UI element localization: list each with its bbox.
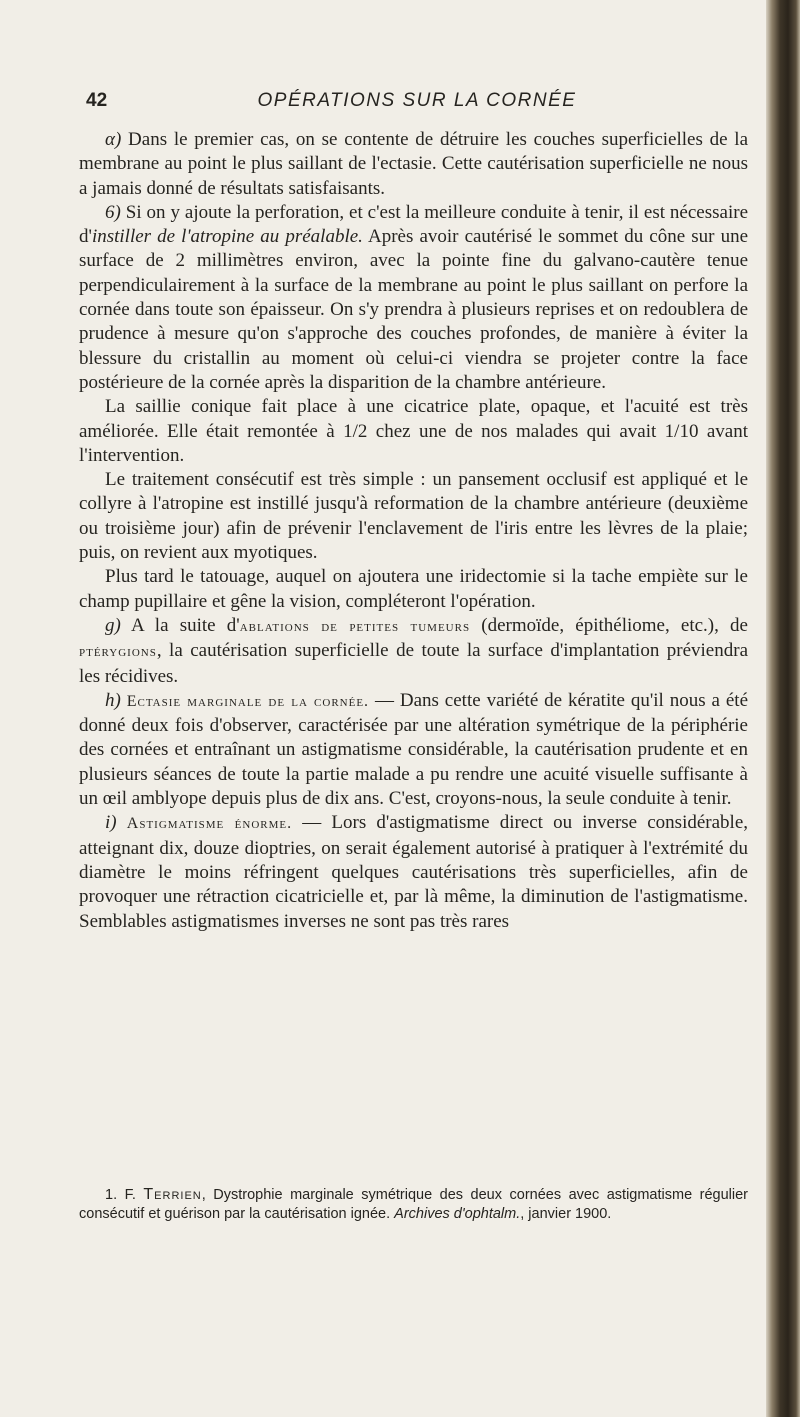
text-run: , la cautérisation superficielle de toute la surface d'implantation préviendra les récidives. (79, 640, 748, 687)
text-run: Archives d'ophtalm. (394, 1206, 521, 1222)
small-caps-heading: ptérygions (79, 643, 157, 661)
text-run: A la suite d' (120, 614, 240, 636)
small-caps-heading: Ectasie marginale de la cornée. (126, 692, 370, 710)
paragraph (79, 565, 748, 614)
text-run: 1. F. (105, 1187, 144, 1203)
paragraph (79, 811, 748, 933)
page-number: 42 (86, 90, 108, 111)
page-binding-edge (766, 0, 800, 1417)
page-header (86, 90, 748, 120)
paragraph (79, 614, 748, 689)
paragraph (79, 128, 748, 201)
item-marker: i) (105, 812, 117, 834)
small-caps-heading: Terrien (143, 1186, 202, 1203)
paragraph (79, 468, 748, 565)
paragraph (79, 689, 748, 811)
text-run: La saillie conique fait place à une cicatrice plate, opaque, et l'acuité est très améliorée. Elle était remontée à 1/2 chez une de nos malades qui avait 1/10 avant l'intervention. (79, 396, 748, 466)
text-run: , janvier 1900. (520, 1206, 612, 1222)
item-marker: α) (105, 129, 122, 150)
text-run: Le traitement consécutif est très simple : un pansement occlusif est appliqué et le collyre à l'atropine est instillé jusqu'à reformation de la chambre antérieure (deuxième ou troisième jour) afin de prévenir l'enclavement de l'iris entre les lèvres de la plaie; puis, on revient aux myotiques. (79, 469, 748, 564)
running-title: OPÉRATIONS SUR LA CORNÉE (257, 90, 577, 111)
small-caps-heading: Astigmatisme énorme. (126, 815, 293, 833)
item-marker: 6) (105, 201, 121, 223)
body-text (79, 128, 748, 934)
text-run: , Dystrophie marginale symétrique des deux cornées avec astigmatisme régulier consécutif et guérison par la cautérisation ignée. (79, 1187, 749, 1222)
paragraph (79, 201, 748, 395)
text-run: — Lors d'astigmatisme direct ou inverse considérable, atteignant dix, douze dioptries, on serait également autorisé à pratiquer à l'extrémité du diamètre le moins réfringent quelques cautérisations très superficielles, afin de provoquer une rétraction cicatricielle et, par là même, la diminution de l'astigmatisme. Semblables astigmatismes inverses ne sont pas très rares (79, 812, 749, 932)
text-run: instiller de l'atropine au préalable. (91, 226, 363, 248)
footnote (79, 1185, 748, 1224)
item-marker: g) (105, 614, 121, 636)
small-caps-heading: ablations de petites tumeurs (239, 617, 471, 635)
item-marker: h) (105, 689, 121, 711)
text-run: Dans le premier cas, on se contente de détruire les couches superficielles de la membrane au point le plus saillant de l'ectasie. Cette cautérisation superficielle ne nous a jamais donné de résultats satisfaisants. (79, 129, 748, 199)
paragraph (79, 395, 748, 468)
text-run: Après avoir cautérisé le sommet du cône sur une surface de 2 millimètres environ, avec la pointe fine du galvano-cautère tenue perpendiculairement à la surface de la membrane au point le plus saillant on perfore la cornée dans toute son épaisseur. On s'y prendra à plusieurs reprises et on redoublera de prudence à mesure qu'on s'approche des couches profondes, de manière à éviter la blessure du cristallin au moment où celui-ci viendra se projeter contre la face postérieure de la cornée après la disparition de la chambre antérieure. (79, 226, 749, 393)
text-run: (dermoïde, épithéliome, etc.), de (470, 614, 748, 636)
text-run: — Dans cette variété de kératite qu'il nous a été donné deux fois d'observer, caractérisée par une altération symétrique de la périphérie des cornées et entraînant un astigmatisme considérable, la cautérisation prudente et en plusieurs séances de toute la partie malade a pu rendre une acuité visuelle suffisante à un œil amblyope depuis plus de dix ans. C'est, croyons-nous, la seule conduite à tenir. (79, 689, 749, 810)
text-run (117, 812, 127, 833)
text-run: Plus tard le tatouage, auquel on ajoutera une iridectomie si la tache empiète sur le champ pupillaire et gêne la vision, compléteront l'opération. (79, 566, 748, 612)
text-run: Si on y ajoute la perforation, et c'est la meilleure conduite à tenir, il est nécessaire d' (79, 201, 748, 248)
